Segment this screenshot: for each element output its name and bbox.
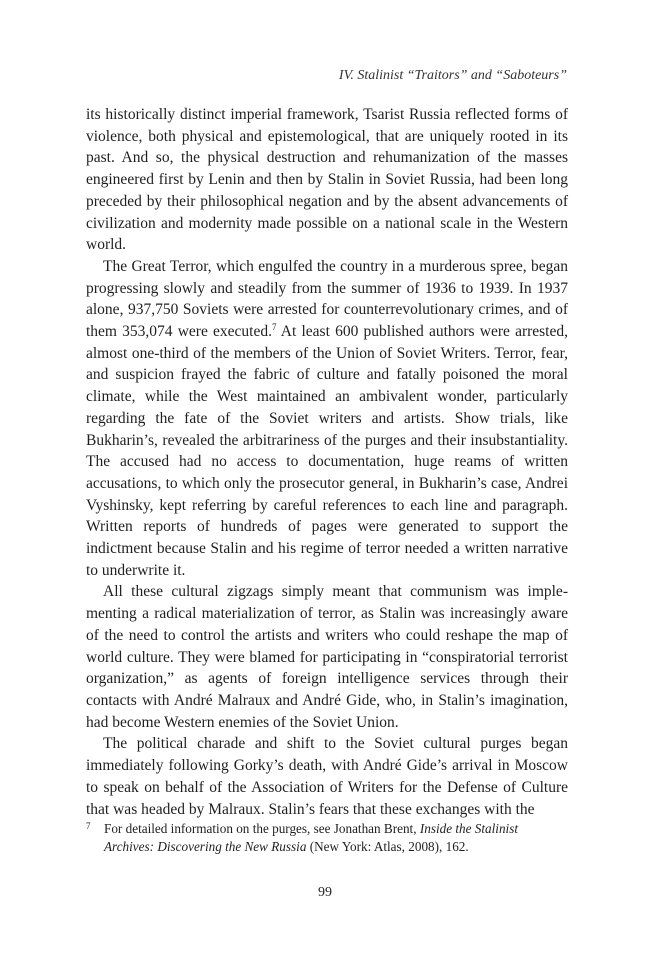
footnote-text-a: For detailed information on the purges, see Jonathan Brent, [104, 821, 420, 836]
page-number: 99 [318, 885, 332, 900]
paragraph-1: its historically distinct imperial framework, Tsarist Russia reflected forms of violence, both physical and epistemological, that are uniquely rooted in its past. And so, the physical destruction and rehumanization of the masses engineered first by Lenin and then by Stalin in Soviet Russia, had been long preceded by their philosophical negation and by the absent advancements of civilization and modernity made possible on a national scale in the Western world. [86, 106, 568, 254]
paragraph-3: All these cultural zigzags simply meant that communism was implementing a radical materialization of terror, as Stalin was increasingly aware of the need to control the artists and writers who could reshape the map of world culture. They were blamed for participating in “conspiratorial terrorist organization,” as agents of foreign intelligence services through their contacts with André Malraux and André Gide, who, in Stalin’s imagination, had become Western enemies of the Soviet Union. [86, 583, 568, 731]
footnote-book-title: Inside the Stalinist Archives: Discovering the New Russia [104, 821, 518, 854]
footnote-7 [86, 820, 568, 856]
footnotes [86, 820, 568, 856]
running-header: IV. Stalinist “Traitors” and “Saboteurs” [338, 68, 567, 83]
paragraph-2-text-b: At least 600 published authors were arrested, almost one-third of the members of the Union of Soviet Writers. Terror, fear, and suspicion frayed the fabric of culture and fatally poisoned the moral climate, while the West maintained an ambivalent wonder, particularly regarding the fate of the Soviet writers and artists. Show trials, like Bukharin’s, revealed the arbitrariness of the purges and their insubstantiality. The accused had no access to documentation, huge reams of written accusations, to which only the prosecutor general, in Bukharin’s case, Andrei Vyshinsky, kept referring by careful references to each line and paragraph. Written reports of hundreds of pages were generated to support the indictment because Stalin and his regime of terror needed a written narrative to underwrite it. [86, 323, 568, 579]
paragraph-2-text-a: The Great Terror, which engulfed the country in a murderous spree, began progressing slowly and steadily from the summer of 1936 to 1939. In 1937 alone, 937,750 Soviets were arrested for counterrevolutionary crimes, and of them 353,074 were executed. [86, 257, 568, 341]
body-text [86, 104, 568, 820]
paragraph-2 [86, 256, 568, 582]
footnote-number: 7 [86, 821, 91, 831]
footnote-reference[interactable]: 7 [271, 321, 277, 332]
paragraph-4: The political charade and shift to the Soviet cultural purges began immediately following Gorky’s death, with André Gide’s arrival in Moscow to speak on behalf of the Association of Writers for the Defense of Culture that was headed by Malraux. Stalin’s fears that these exchanges with the [86, 735, 568, 818]
footnote-text-b: (New York: Atlas, 2008), 162. [306, 839, 469, 854]
